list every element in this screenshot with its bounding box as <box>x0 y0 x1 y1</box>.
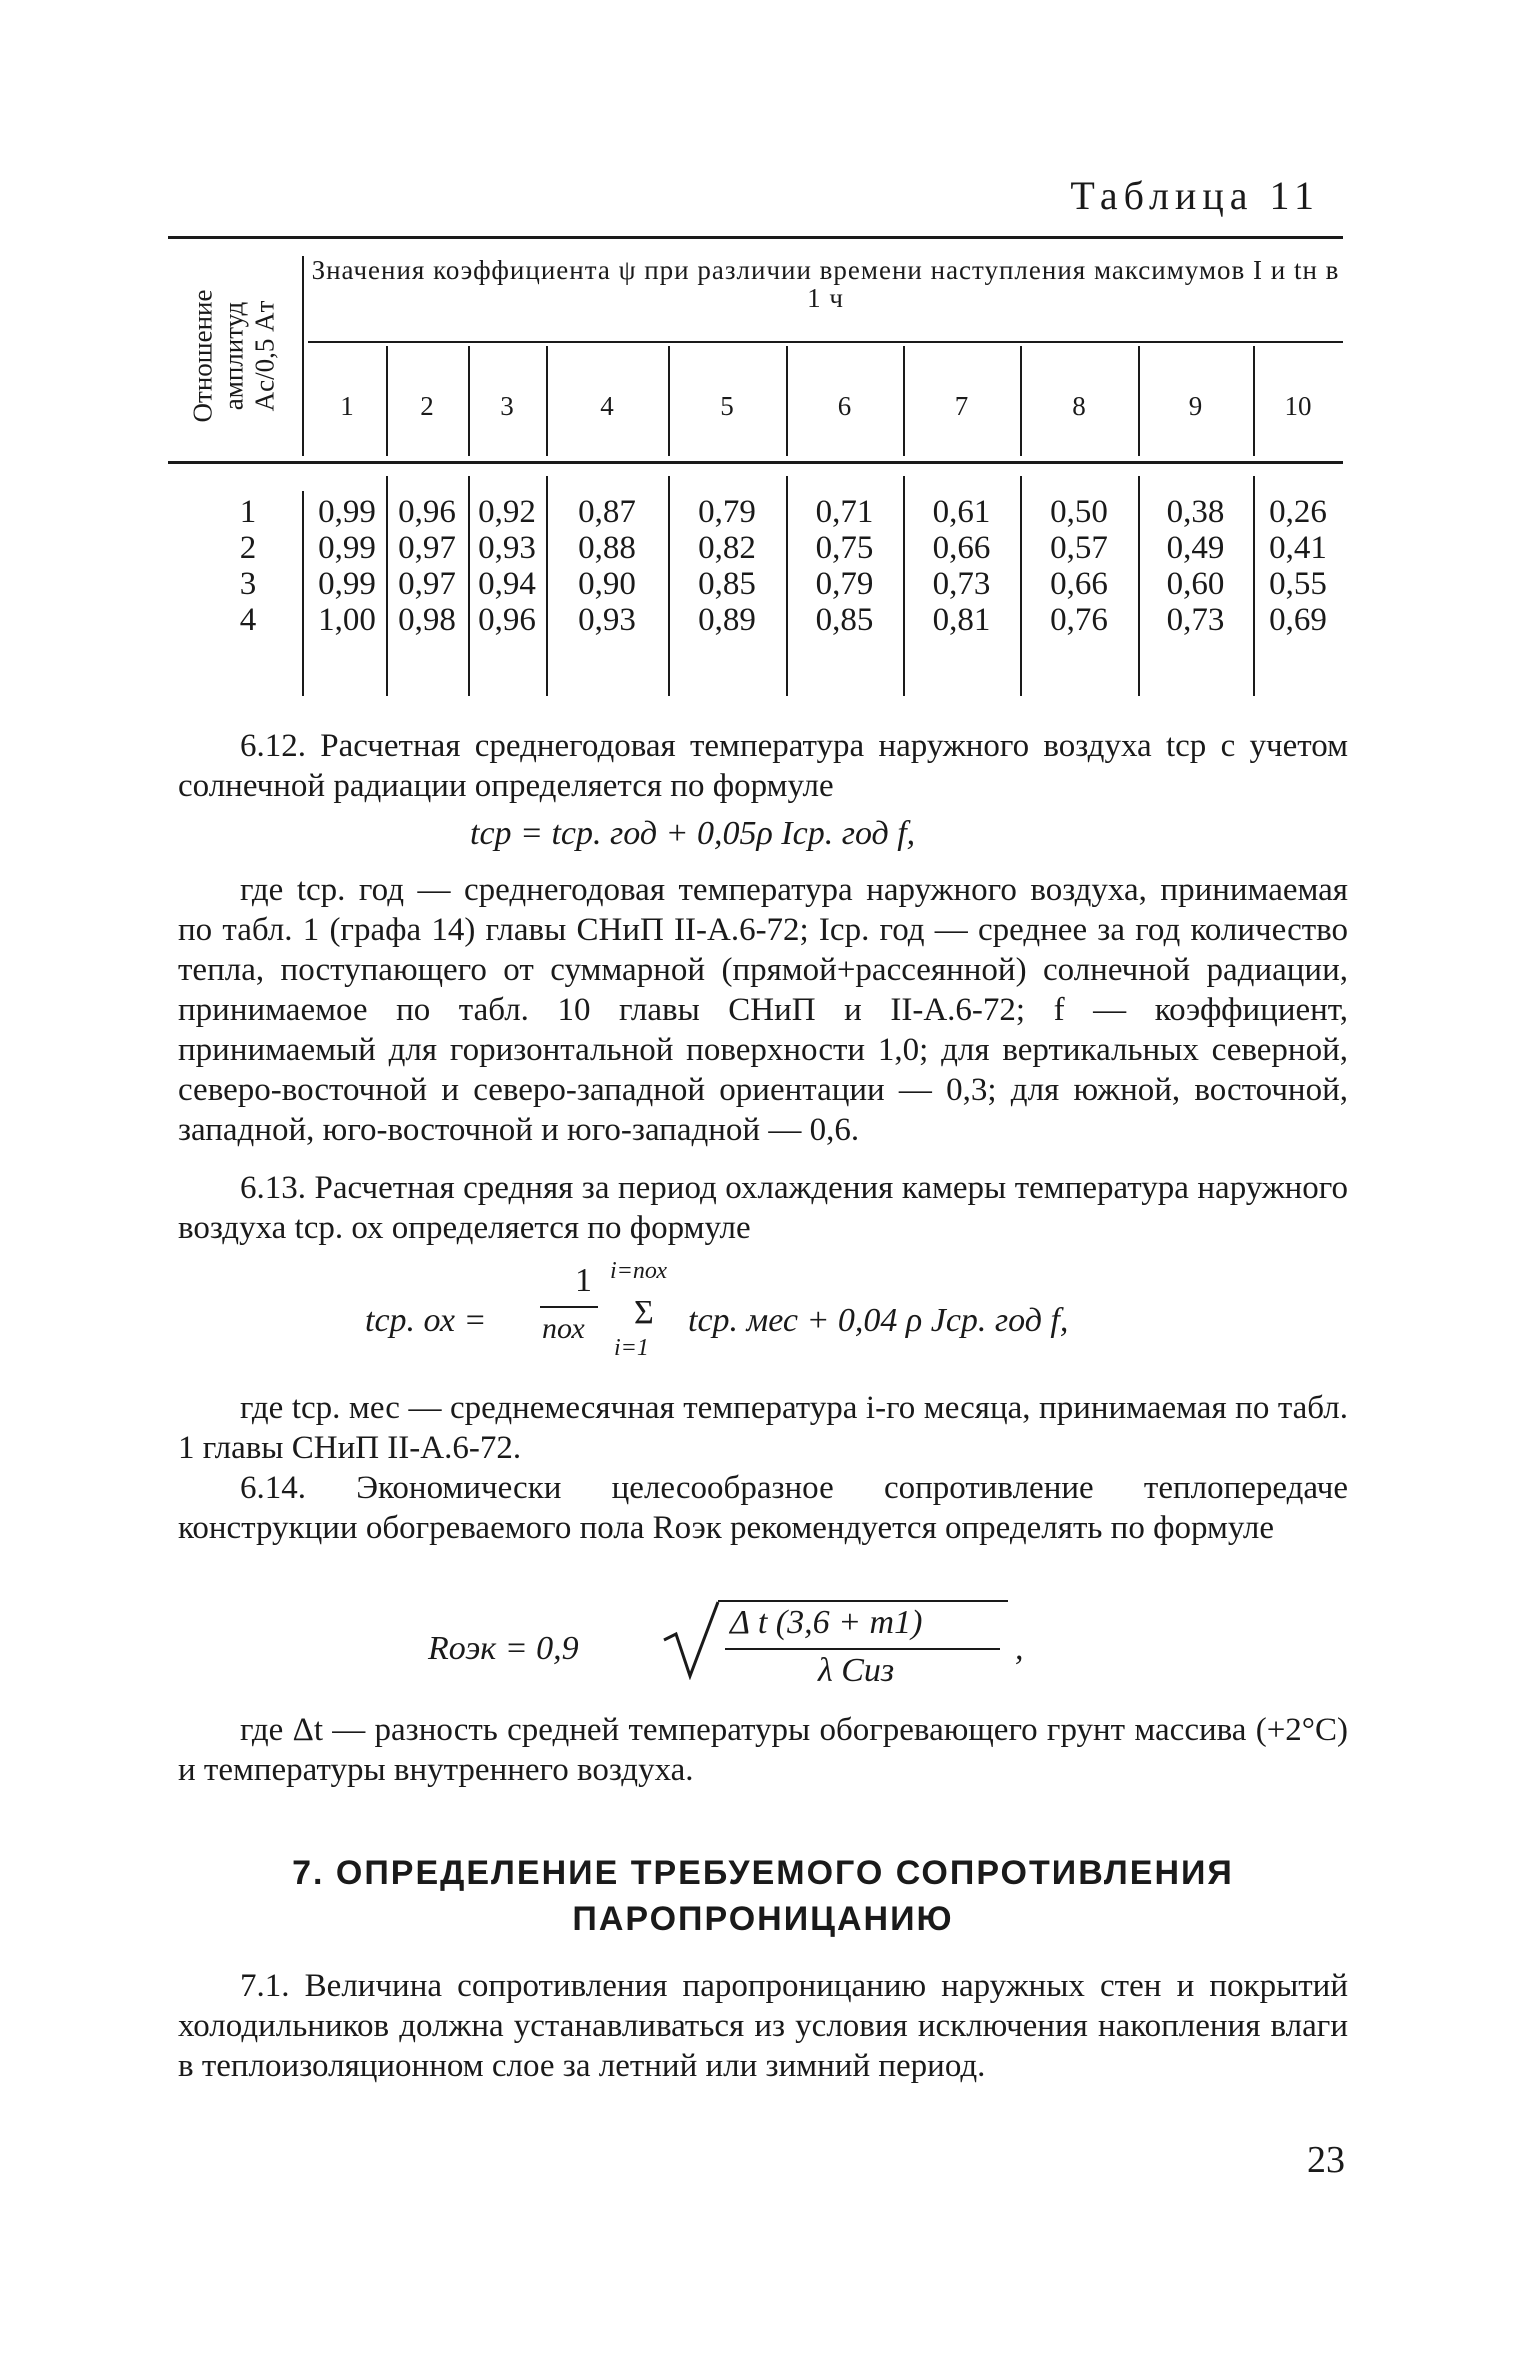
row-header-ratio <box>174 246 294 466</box>
formula-6-14-num: Δ t (3,6 + m1) <box>730 1604 923 1641</box>
formula-6-13-sum-bottom: i=1 <box>614 1335 649 1361</box>
column-number: 7 <box>954 391 969 421</box>
column-number: 4 <box>600 391 614 421</box>
column-number: 9 <box>1188 391 1203 421</box>
section-6-12-explanation: где tср. год — среднегодовая температура наружного воздуха, принимаемая по табл. 1 (графа 14) главы СНиП II-А.6-72; Iср. год — среднее за год количество тепла, поступающего от суммарной (прямой+рассеянной) солнечной радиации, принимаемое по табл. 10 главы СНиП и II-А.6-72; f — коэффициент, принимаемый для горизонтальной поверхности 1,0; для вертикальных северной, северо-восточной и северо-западной ориентации — 0,3; для южной, восточной, западной, юго-восточной и юго-западной — 0,6. <box>178 872 1348 1148</box>
section-6-13-explanation: где tср. мес — среднемесячная температура i-го месяца, принимаемая по табл. 1 главы СНиП II-А.6-72. <box>178 1390 1348 1466</box>
formula-6-13-lhs: tср. ох = <box>365 1302 487 1339</box>
section-6-14-explanation: где Δt — разность средней температуры обогревающего грунт массива (+2°C) и температуры внутреннего воздуха. <box>178 1712 1348 1788</box>
formula-6-13-sum-top: i=nох <box>610 1258 668 1284</box>
table-cell: 0,94 <box>478 566 536 602</box>
header-divider <box>308 341 1343 343</box>
section-6-13-text: 6.13. Расчетная средняя за период охлаждения камеры температура наружного воздуха tср. ох определяется по формуле <box>178 1170 1348 1246</box>
column-divider-header <box>903 346 905 456</box>
formula-6-13-frac-bar <box>540 1306 598 1308</box>
table-cell: 0,88 <box>578 530 636 566</box>
column-divider-header <box>1253 346 1255 456</box>
table-cell: 0,79 <box>698 494 756 530</box>
row-ratio: 2 <box>239 530 257 566</box>
row-ratio: 1 <box>239 494 257 530</box>
formula-6-12: tср = tср. год + 0,05ρ Iср. год f, <box>470 815 916 852</box>
table-cell: 0,79 <box>815 566 874 602</box>
formula-6-14-frac-bar <box>725 1648 1000 1650</box>
formula-6-13-sum: Σ <box>634 1294 654 1331</box>
formula-6-14-end: , <box>1015 1630 1024 1667</box>
table-cell: 0,38 <box>1166 494 1225 530</box>
coefficient-table <box>168 236 1343 696</box>
column-number: 3 <box>500 391 514 421</box>
table-cell: 0,96 <box>398 494 456 530</box>
column-divider-header <box>668 346 670 456</box>
table-cell: 0,55 <box>1269 566 1327 602</box>
table-cell: 0,73 <box>932 566 991 602</box>
table-cell: 0,99 <box>318 566 376 602</box>
table-cell: 0,82 <box>698 530 756 566</box>
table-cell: 0,85 <box>815 602 874 638</box>
section-6-14-text: 6.14. Экономически целесообразное сопротивление теплопередаче конструкции обогреваемого пола Rоэк рекомендуется определять по формуле <box>178 1470 1348 1546</box>
table-cell: 0,97 <box>398 530 456 566</box>
row-ratio: 3 <box>239 566 257 602</box>
section-7-1-text: 7.1. Величина сопротивления паропроницанию наружных стен и покрытий холодильников должна устанавливаться из условия исключения накопления влаги в теплоизоляционном слое за летний или зимний период. <box>178 1968 1348 2084</box>
section-6-12-text: 6.12. Расчетная среднегодовая температура наружного воздуха tср с учетом солнечной радиации определяется по формуле <box>178 728 1348 804</box>
table-cell: 0,66 <box>1050 566 1108 602</box>
table-cell: 0,92 <box>478 494 536 530</box>
table-cell: 0,81 <box>932 602 991 638</box>
header-bottom-border <box>168 461 1343 464</box>
table-cell: 0,87 <box>578 494 636 530</box>
table-cell: 0,50 <box>1050 494 1108 530</box>
column-divider-header <box>386 346 388 456</box>
formula-6-14-den: λ Cиз <box>818 1652 895 1689</box>
table-cell: 0,73 <box>1166 602 1225 638</box>
table-cell: 0,76 <box>1050 602 1108 638</box>
column-header: Значения коэффициента ψ при различии времени наступления максимумов I и tн в 1 ч <box>311 255 1340 314</box>
table-cell: 0,98 <box>398 602 456 638</box>
column-number: 8 <box>1072 391 1086 421</box>
table-cell: 0,61 <box>932 494 991 530</box>
formula-6-13-frac-num: 1 <box>575 1262 592 1299</box>
formula-6-14-lhs: Rоэк = 0,9 <box>428 1630 579 1667</box>
table-cell: 0,96 <box>478 602 536 638</box>
table-cell: 0,93 <box>478 530 536 566</box>
row-ratio: 4 <box>239 602 257 638</box>
table-top-border <box>168 236 1343 239</box>
table-cell: 0,60 <box>1166 566 1225 602</box>
formula-6-13-frac-den: nох <box>542 1312 585 1345</box>
table-cell: 0,75 <box>815 530 874 566</box>
table-cell: 0,41 <box>1269 530 1327 566</box>
column-number: 5 <box>720 391 734 421</box>
table-cell: 0,99 <box>318 530 376 566</box>
sqrt-sign-icon <box>660 1598 722 1680</box>
section-7-heading-line1: 7. ОПРЕДЕЛЕНИЕ ТРЕБУЕМОГО СОПРОТИВЛЕНИЯ <box>292 1854 1234 1892</box>
row-header-text: Отношение амплитуд Aс/0,5 Aт <box>187 289 280 423</box>
table-cell: 1,00 <box>318 602 376 638</box>
table-caption: Таблица 11 <box>1070 173 1320 218</box>
column-divider-header <box>1020 346 1022 456</box>
table-cell: 0,97 <box>398 566 456 602</box>
sqrt-bar <box>718 1600 1008 1602</box>
section-7-heading <box>178 1850 1348 1942</box>
table-cell: 0,99 <box>318 494 376 530</box>
column-divider-header <box>468 346 470 456</box>
table-cell: 0,85 <box>698 566 756 602</box>
table-cell: 0,71 <box>815 494 874 530</box>
table-cell: 0,66 <box>932 530 991 566</box>
rowhead-divider-body <box>302 491 304 696</box>
column-number: 1 <box>340 391 354 421</box>
page-number: 23 <box>1307 2139 1345 2181</box>
table-cell: 0,49 <box>1166 530 1225 566</box>
table-cell: 0,26 <box>1269 494 1327 530</box>
table-cell: 0,93 <box>578 602 636 638</box>
formula-6-13-rhs: tср. мес + 0,04 ρ Jср. год f, <box>688 1302 1069 1339</box>
column-divider-header <box>546 346 548 456</box>
column-number: 6 <box>837 391 852 421</box>
column-divider-header <box>786 346 788 456</box>
table-cell: 0,90 <box>578 566 636 602</box>
column-number: 2 <box>420 391 434 421</box>
column-divider-header <box>1138 346 1140 456</box>
table-cell: 0,57 <box>1050 530 1108 566</box>
table-cell: 0,69 <box>1269 602 1327 638</box>
table-cell: 0,89 <box>698 602 756 638</box>
section-7-heading-line2: ПАРОПРОНИЦАНИЮ <box>572 1900 954 1938</box>
column-number: 10 <box>1284 391 1312 421</box>
rowhead-divider-top <box>302 256 304 456</box>
